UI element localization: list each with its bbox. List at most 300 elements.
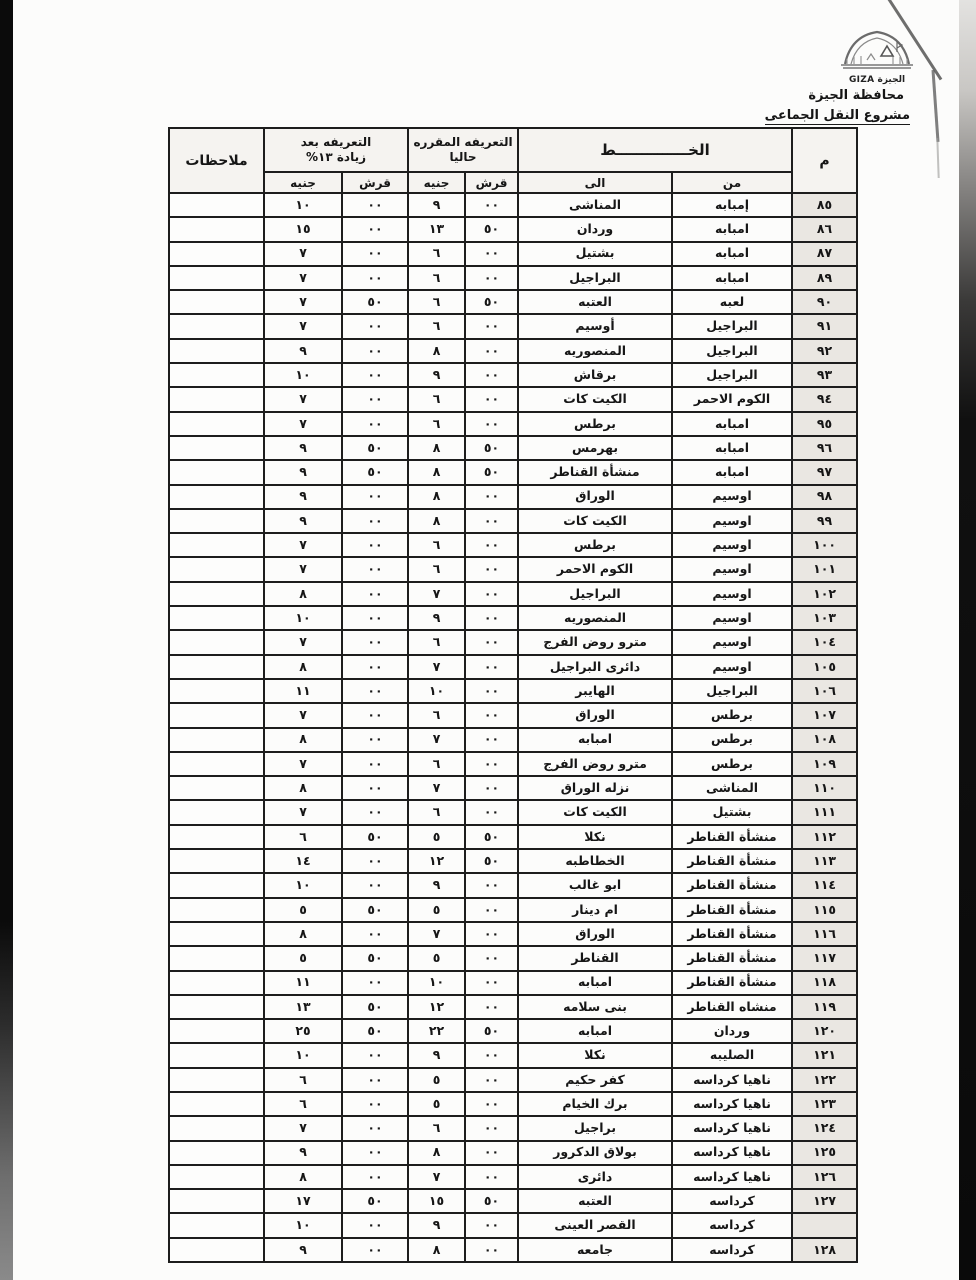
- notes-cell: [169, 387, 264, 411]
- notes-cell: [169, 412, 264, 436]
- current-qirsh-cell: ٠٠: [465, 776, 518, 800]
- after-qirsh-cell: ٠٠: [342, 873, 408, 897]
- row-num-cell: ١٠٠: [792, 533, 857, 557]
- to-cell: كفر حكيم: [518, 1068, 672, 1092]
- after-pound-cell: ٨: [264, 1165, 342, 1189]
- table-row: [169, 217, 857, 241]
- current-pound-cell: ٩: [408, 873, 465, 897]
- after-pound-cell: ٩: [264, 1238, 342, 1262]
- current-qirsh-cell: ٠٠: [465, 800, 518, 824]
- notes-cell: [169, 946, 264, 970]
- after-pound-cell: ٩: [264, 436, 342, 460]
- current-pound-cell: ١٢: [408, 995, 465, 1019]
- current-qirsh-cell: ٠٠: [465, 314, 518, 338]
- table-row: [169, 242, 857, 266]
- table-row: [169, 290, 857, 314]
- after-qirsh-cell: ٠٠: [342, 217, 408, 241]
- header-notes: ملاحظات: [169, 128, 264, 193]
- notes-cell: [169, 898, 264, 922]
- from-cell: منشأة القناطر: [672, 873, 792, 897]
- to-cell: الكيت كات: [518, 800, 672, 824]
- current-qirsh-cell: ٠٠: [465, 922, 518, 946]
- notes-cell: [169, 1019, 264, 1043]
- table-row: [169, 800, 857, 824]
- to-cell: جامعه: [518, 1238, 672, 1262]
- table-row: [169, 193, 857, 217]
- after-pound-cell: ٩: [264, 485, 342, 509]
- after-pound-cell: ٨: [264, 655, 342, 679]
- to-cell: الهايبر: [518, 679, 672, 703]
- notes-cell: [169, 363, 264, 387]
- table-row: [169, 1043, 857, 1067]
- current-pound-cell: ٥: [408, 1092, 465, 1116]
- from-cell: اوسيم: [672, 509, 792, 533]
- to-cell: البراجيل: [518, 266, 672, 290]
- to-cell: المنصوريه: [518, 339, 672, 363]
- to-cell: برقاش: [518, 363, 672, 387]
- after-pound-cell: ٧: [264, 266, 342, 290]
- after-qirsh-cell: ٠٠: [342, 1043, 408, 1067]
- current-qirsh-cell: ٠٠: [465, 533, 518, 557]
- from-cell: امبابه: [672, 412, 792, 436]
- table-row: [169, 533, 857, 557]
- from-cell: منشأة القناطر: [672, 922, 792, 946]
- row-num-cell: ١٢٢: [792, 1068, 857, 1092]
- row-num-cell: ١٢٤: [792, 1116, 857, 1140]
- to-cell: امبابه: [518, 971, 672, 995]
- notes-cell: [169, 290, 264, 314]
- header-after-tariff: [264, 128, 408, 172]
- current-qirsh-cell: ٥٠: [465, 1189, 518, 1213]
- to-cell: ابو غالب: [518, 873, 672, 897]
- after-pound-cell: ١٠: [264, 193, 342, 217]
- current-pound-cell: ٦: [408, 752, 465, 776]
- logo-caption: الجيزة GIZA: [848, 75, 906, 85]
- to-cell: امبابه: [518, 1019, 672, 1043]
- current-qirsh-cell: ٠٠: [465, 606, 518, 630]
- current-qirsh-cell: ٠٠: [465, 266, 518, 290]
- table-row: [169, 485, 857, 509]
- after-pound-cell: ٦: [264, 1092, 342, 1116]
- notes-cell: [169, 825, 264, 849]
- row-num-cell: ٩٣: [792, 363, 857, 387]
- from-cell: امبابه: [672, 436, 792, 460]
- table-row: [169, 460, 857, 484]
- current-qirsh-cell: ٥٠: [465, 217, 518, 241]
- notes-cell: [169, 752, 264, 776]
- to-cell: أوسيم: [518, 314, 672, 338]
- from-cell: لعبه: [672, 290, 792, 314]
- after-qirsh-cell: ٠٠: [342, 1068, 408, 1092]
- current-qirsh-cell: ٠٠: [465, 1238, 518, 1262]
- row-num-cell: ٩٢: [792, 339, 857, 363]
- to-cell: الوراق: [518, 703, 672, 727]
- current-pound-cell: ١٥: [408, 1189, 465, 1213]
- from-cell: برطس: [672, 728, 792, 752]
- current-qirsh-cell: ٥٠: [465, 460, 518, 484]
- after-pound-cell: ١٠: [264, 606, 342, 630]
- table-row: [169, 582, 857, 606]
- notes-cell: [169, 193, 264, 217]
- table-row: [169, 995, 857, 1019]
- current-qirsh-cell: ٥٠: [465, 825, 518, 849]
- notes-cell: [169, 679, 264, 703]
- table-row: [169, 412, 857, 436]
- from-cell: كرداسه: [672, 1189, 792, 1213]
- row-num-cell: ١١٣: [792, 849, 857, 873]
- notes-cell: [169, 1165, 264, 1189]
- current-pound-cell: ٩: [408, 363, 465, 387]
- notes-cell: [169, 971, 264, 995]
- after-qirsh-cell: ٠٠: [342, 728, 408, 752]
- current-qirsh-cell: ٠٠: [465, 387, 518, 411]
- after-qirsh-cell: ٥٠: [342, 1019, 408, 1043]
- current-pound-cell: ٥: [408, 825, 465, 849]
- scan-fold-line: [931, 70, 939, 142]
- current-qirsh-cell: ٠٠: [465, 655, 518, 679]
- from-cell: بشتيل: [672, 800, 792, 824]
- table-row: [169, 1092, 857, 1116]
- after-qirsh-cell: ٥٠: [342, 460, 408, 484]
- row-num-cell: ٩٩: [792, 509, 857, 533]
- notes-cell: [169, 630, 264, 654]
- subheader-qirsh-after: قرش: [342, 172, 408, 193]
- header-current-l1: التعريفه المقرره: [413, 135, 513, 149]
- after-qirsh-cell: ٠٠: [342, 849, 408, 873]
- after-qirsh-cell: ٠٠: [342, 1141, 408, 1165]
- notes-cell: [169, 995, 264, 1019]
- after-pound-cell: ٧: [264, 387, 342, 411]
- from-cell: اوسيم: [672, 655, 792, 679]
- to-cell: دائرى البراجيل: [518, 655, 672, 679]
- current-pound-cell: ٢٢: [408, 1019, 465, 1043]
- current-qirsh-cell: ٠٠: [465, 752, 518, 776]
- current-pound-cell: ٨: [408, 1238, 465, 1262]
- row-num-cell: ٩١: [792, 314, 857, 338]
- current-pound-cell: ٨: [408, 1141, 465, 1165]
- notes-cell: [169, 922, 264, 946]
- current-qirsh-cell: ٥٠: [465, 290, 518, 314]
- table-row: [169, 606, 857, 630]
- row-num-cell: ٨٦: [792, 217, 857, 241]
- table-row: [169, 728, 857, 752]
- row-num-cell: ١١٥: [792, 898, 857, 922]
- notes-cell: [169, 1213, 264, 1237]
- notes-cell: [169, 1068, 264, 1092]
- current-qirsh-cell: ٥٠: [465, 849, 518, 873]
- from-cell: منشأة القناطر: [672, 898, 792, 922]
- from-cell: منشأة القناطر: [672, 946, 792, 970]
- from-cell: امبابه: [672, 242, 792, 266]
- current-qirsh-cell: ٠٠: [465, 1068, 518, 1092]
- current-qirsh-cell: ٠٠: [465, 679, 518, 703]
- after-qirsh-cell: ٠٠: [342, 412, 408, 436]
- current-pound-cell: ٧: [408, 582, 465, 606]
- current-pound-cell: ٩: [408, 1043, 465, 1067]
- table-row: [169, 752, 857, 776]
- current-qirsh-cell: ٠٠: [465, 728, 518, 752]
- row-num-cell: ١١٦: [792, 922, 857, 946]
- table-row: [169, 703, 857, 727]
- after-pound-cell: ٩: [264, 460, 342, 484]
- after-pound-cell: ٨: [264, 582, 342, 606]
- to-cell: بولاق الدكرور: [518, 1141, 672, 1165]
- current-qirsh-cell: ٥٠: [465, 436, 518, 460]
- current-pound-cell: ٦: [408, 314, 465, 338]
- notes-cell: [169, 1116, 264, 1140]
- project-name: مشروع النقل الجماعى: [764, 108, 910, 123]
- from-cell: ناهيا كرداسه: [672, 1068, 792, 1092]
- after-pound-cell: ٦: [264, 1068, 342, 1092]
- to-cell: نكلا: [518, 825, 672, 849]
- to-cell: البراجيل: [518, 582, 672, 606]
- row-num-cell: ٨٩: [792, 266, 857, 290]
- to-cell: بنى سلامه: [518, 995, 672, 1019]
- notes-cell: [169, 582, 264, 606]
- notes-cell: [169, 1238, 264, 1262]
- subheader-from: من: [672, 172, 792, 193]
- to-cell: الوراق: [518, 922, 672, 946]
- from-cell: منشاه القناطر: [672, 995, 792, 1019]
- to-cell: الخطاطبه: [518, 849, 672, 873]
- to-cell: العتبه: [518, 1189, 672, 1213]
- current-qirsh-cell: ٠٠: [465, 1043, 518, 1067]
- notes-cell: [169, 314, 264, 338]
- table-row: [169, 971, 857, 995]
- table-row: [169, 849, 857, 873]
- current-pound-cell: ٧: [408, 776, 465, 800]
- table-row: [169, 314, 857, 338]
- current-pound-cell: ٥: [408, 1068, 465, 1092]
- header-after-l1: التعريفه بعد: [300, 135, 372, 149]
- after-pound-cell: ١٤: [264, 849, 342, 873]
- row-num-cell: ١٢٧: [792, 1189, 857, 1213]
- row-num-cell: ١٢٥: [792, 1141, 857, 1165]
- current-qirsh-cell: ٠٠: [465, 1213, 518, 1237]
- current-pound-cell: ٨: [408, 509, 465, 533]
- row-num-cell: ٩٥: [792, 412, 857, 436]
- current-pound-cell: ٨: [408, 339, 465, 363]
- current-qirsh-cell: ٠٠: [465, 363, 518, 387]
- table-body: [169, 193, 857, 1262]
- current-qirsh-cell: ٠٠: [465, 242, 518, 266]
- to-cell: بشتيل: [518, 242, 672, 266]
- from-cell: البراجيل: [672, 314, 792, 338]
- to-cell: برطس: [518, 533, 672, 557]
- after-qirsh-cell: ٠٠: [342, 655, 408, 679]
- current-pound-cell: ٩: [408, 606, 465, 630]
- after-qirsh-cell: ٠٠: [342, 752, 408, 776]
- row-num-cell: ١٠٤: [792, 630, 857, 654]
- after-pound-cell: ٧: [264, 290, 342, 314]
- row-num-cell: ١٠٩: [792, 752, 857, 776]
- after-qirsh-cell: ٠٠: [342, 242, 408, 266]
- header-current-l2: حاليا: [449, 150, 477, 164]
- governorate-name: محافظة الجيزة: [808, 88, 904, 103]
- after-qirsh-cell: ٠٠: [342, 1165, 408, 1189]
- table-row: [169, 1019, 857, 1043]
- from-cell: البراجيل: [672, 679, 792, 703]
- after-qirsh-cell: ٠٠: [342, 1238, 408, 1262]
- current-qirsh-cell: ٠٠: [465, 339, 518, 363]
- notes-cell: [169, 485, 264, 509]
- notes-cell: [169, 800, 264, 824]
- current-pound-cell: ٦: [408, 1116, 465, 1140]
- after-pound-cell: ٧: [264, 630, 342, 654]
- current-pound-cell: ٦: [408, 290, 465, 314]
- subheader-pound-after: جنيه: [264, 172, 342, 193]
- row-num-cell: ٨٧: [792, 242, 857, 266]
- after-pound-cell: ٧: [264, 412, 342, 436]
- table-row: [169, 898, 857, 922]
- current-qirsh-cell: ٠٠: [465, 898, 518, 922]
- table-row: [169, 825, 857, 849]
- after-pound-cell: ٩: [264, 1141, 342, 1165]
- after-qirsh-cell: ٠٠: [342, 339, 408, 363]
- from-cell: البراجيل: [672, 339, 792, 363]
- current-pound-cell: ١٠: [408, 679, 465, 703]
- after-qirsh-cell: ٠٠: [342, 971, 408, 995]
- current-pound-cell: ٦: [408, 703, 465, 727]
- to-cell: القناطر: [518, 946, 672, 970]
- after-qirsh-cell: ٥٠: [342, 1189, 408, 1213]
- giza-logo: [834, 24, 920, 85]
- current-pound-cell: ١٢: [408, 849, 465, 873]
- current-qirsh-cell: ٠٠: [465, 412, 518, 436]
- notes-cell: [169, 1189, 264, 1213]
- row-num-cell: ١٢٣: [792, 1092, 857, 1116]
- current-pound-cell: ٦: [408, 266, 465, 290]
- giza-logo-drawing: [837, 24, 917, 74]
- after-qirsh-cell: ٥٠: [342, 995, 408, 1019]
- after-qirsh-cell: ٠٠: [342, 582, 408, 606]
- row-num-cell: ١١٩: [792, 995, 857, 1019]
- table-row: [169, 1116, 857, 1140]
- to-cell: منشأة القناطر: [518, 460, 672, 484]
- to-cell: الوراق: [518, 485, 672, 509]
- current-qirsh-cell: ٠٠: [465, 557, 518, 581]
- table-row: [169, 387, 857, 411]
- row-num-cell: ١١٠: [792, 776, 857, 800]
- table-row: [169, 946, 857, 970]
- after-pound-cell: ٧: [264, 242, 342, 266]
- row-num-cell: ١٢١: [792, 1043, 857, 1067]
- subheader-qirsh-current: قرش: [465, 172, 518, 193]
- after-qirsh-cell: ٠٠: [342, 485, 408, 509]
- from-cell: إمبابه: [672, 193, 792, 217]
- to-cell: المناشى: [518, 193, 672, 217]
- after-pound-cell: ٧: [264, 533, 342, 557]
- notes-cell: [169, 460, 264, 484]
- from-cell: اوسيم: [672, 582, 792, 606]
- to-cell: الكيت كات: [518, 509, 672, 533]
- after-qirsh-cell: ٠٠: [342, 387, 408, 411]
- after-pound-cell: ٧: [264, 703, 342, 727]
- table-row: [169, 363, 857, 387]
- notes-cell: [169, 217, 264, 241]
- table-row: [169, 1238, 857, 1262]
- from-cell: المناشى: [672, 776, 792, 800]
- notes-cell: [169, 776, 264, 800]
- to-cell: دائرى: [518, 1165, 672, 1189]
- current-pound-cell: ٧: [408, 1165, 465, 1189]
- after-qirsh-cell: ٥٠: [342, 946, 408, 970]
- current-qirsh-cell: ٠٠: [465, 1116, 518, 1140]
- after-qirsh-cell: ٠٠: [342, 800, 408, 824]
- current-pound-cell: ٦: [408, 557, 465, 581]
- notes-cell: [169, 533, 264, 557]
- after-pound-cell: ٩: [264, 509, 342, 533]
- row-num-cell: ١٢٨: [792, 1238, 857, 1262]
- row-num-cell: ٩٧: [792, 460, 857, 484]
- after-qirsh-cell: ٥٠: [342, 898, 408, 922]
- notes-cell: [169, 1092, 264, 1116]
- current-qirsh-cell: ٠٠: [465, 971, 518, 995]
- current-qirsh-cell: ٠٠: [465, 946, 518, 970]
- table-row: [169, 873, 857, 897]
- to-cell: امبابه: [518, 728, 672, 752]
- subheader-to: الى: [518, 172, 672, 193]
- current-pound-cell: ٥: [408, 898, 465, 922]
- after-pound-cell: ١١: [264, 971, 342, 995]
- notes-cell: [169, 606, 264, 630]
- table-row: [169, 1213, 857, 1237]
- current-pound-cell: ٨: [408, 485, 465, 509]
- header-current-tariff: [408, 128, 518, 172]
- row-num-cell: ١١٧: [792, 946, 857, 970]
- row-num-cell: ١٠٥: [792, 655, 857, 679]
- to-cell: بهرمس: [518, 436, 672, 460]
- table-row: [169, 1141, 857, 1165]
- from-cell: امبابه: [672, 266, 792, 290]
- from-cell: وردان: [672, 1019, 792, 1043]
- after-pound-cell: ١٥: [264, 217, 342, 241]
- table-row: [169, 266, 857, 290]
- after-pound-cell: ١٧: [264, 1189, 342, 1213]
- table-row: [169, 679, 857, 703]
- row-num-cell: ١٢٠: [792, 1019, 857, 1043]
- from-cell: الصليبه: [672, 1043, 792, 1067]
- after-pound-cell: ٢٥: [264, 1019, 342, 1043]
- notes-cell: [169, 728, 264, 752]
- from-cell: ناهيا كرداسه: [672, 1165, 792, 1189]
- after-qirsh-cell: ٠٠: [342, 557, 408, 581]
- after-pound-cell: ٥: [264, 898, 342, 922]
- current-pound-cell: ٩: [408, 1213, 465, 1237]
- to-cell: وردان: [518, 217, 672, 241]
- after-pound-cell: ٨: [264, 776, 342, 800]
- current-pound-cell: ٦: [408, 387, 465, 411]
- row-num-cell: ١٠٨: [792, 728, 857, 752]
- notes-cell: [169, 266, 264, 290]
- table-row: [169, 1068, 857, 1092]
- from-cell: ناهيا كرداسه: [672, 1092, 792, 1116]
- row-num-cell: ١٠٢: [792, 582, 857, 606]
- after-pound-cell: ١٠: [264, 1043, 342, 1067]
- row-num-cell: ٩٦: [792, 436, 857, 460]
- table-row: [169, 776, 857, 800]
- table-row: [169, 557, 857, 581]
- after-pound-cell: ٥: [264, 946, 342, 970]
- from-cell: الكوم الاحمر: [672, 387, 792, 411]
- from-cell: منشأة القناطر: [672, 849, 792, 873]
- current-pound-cell: ٦: [408, 533, 465, 557]
- current-pound-cell: ٥: [408, 946, 465, 970]
- to-cell: ام دينار: [518, 898, 672, 922]
- from-cell: كرداسه: [672, 1213, 792, 1237]
- scan-fold-line: [936, 138, 939, 178]
- current-qirsh-cell: ٠٠: [465, 873, 518, 897]
